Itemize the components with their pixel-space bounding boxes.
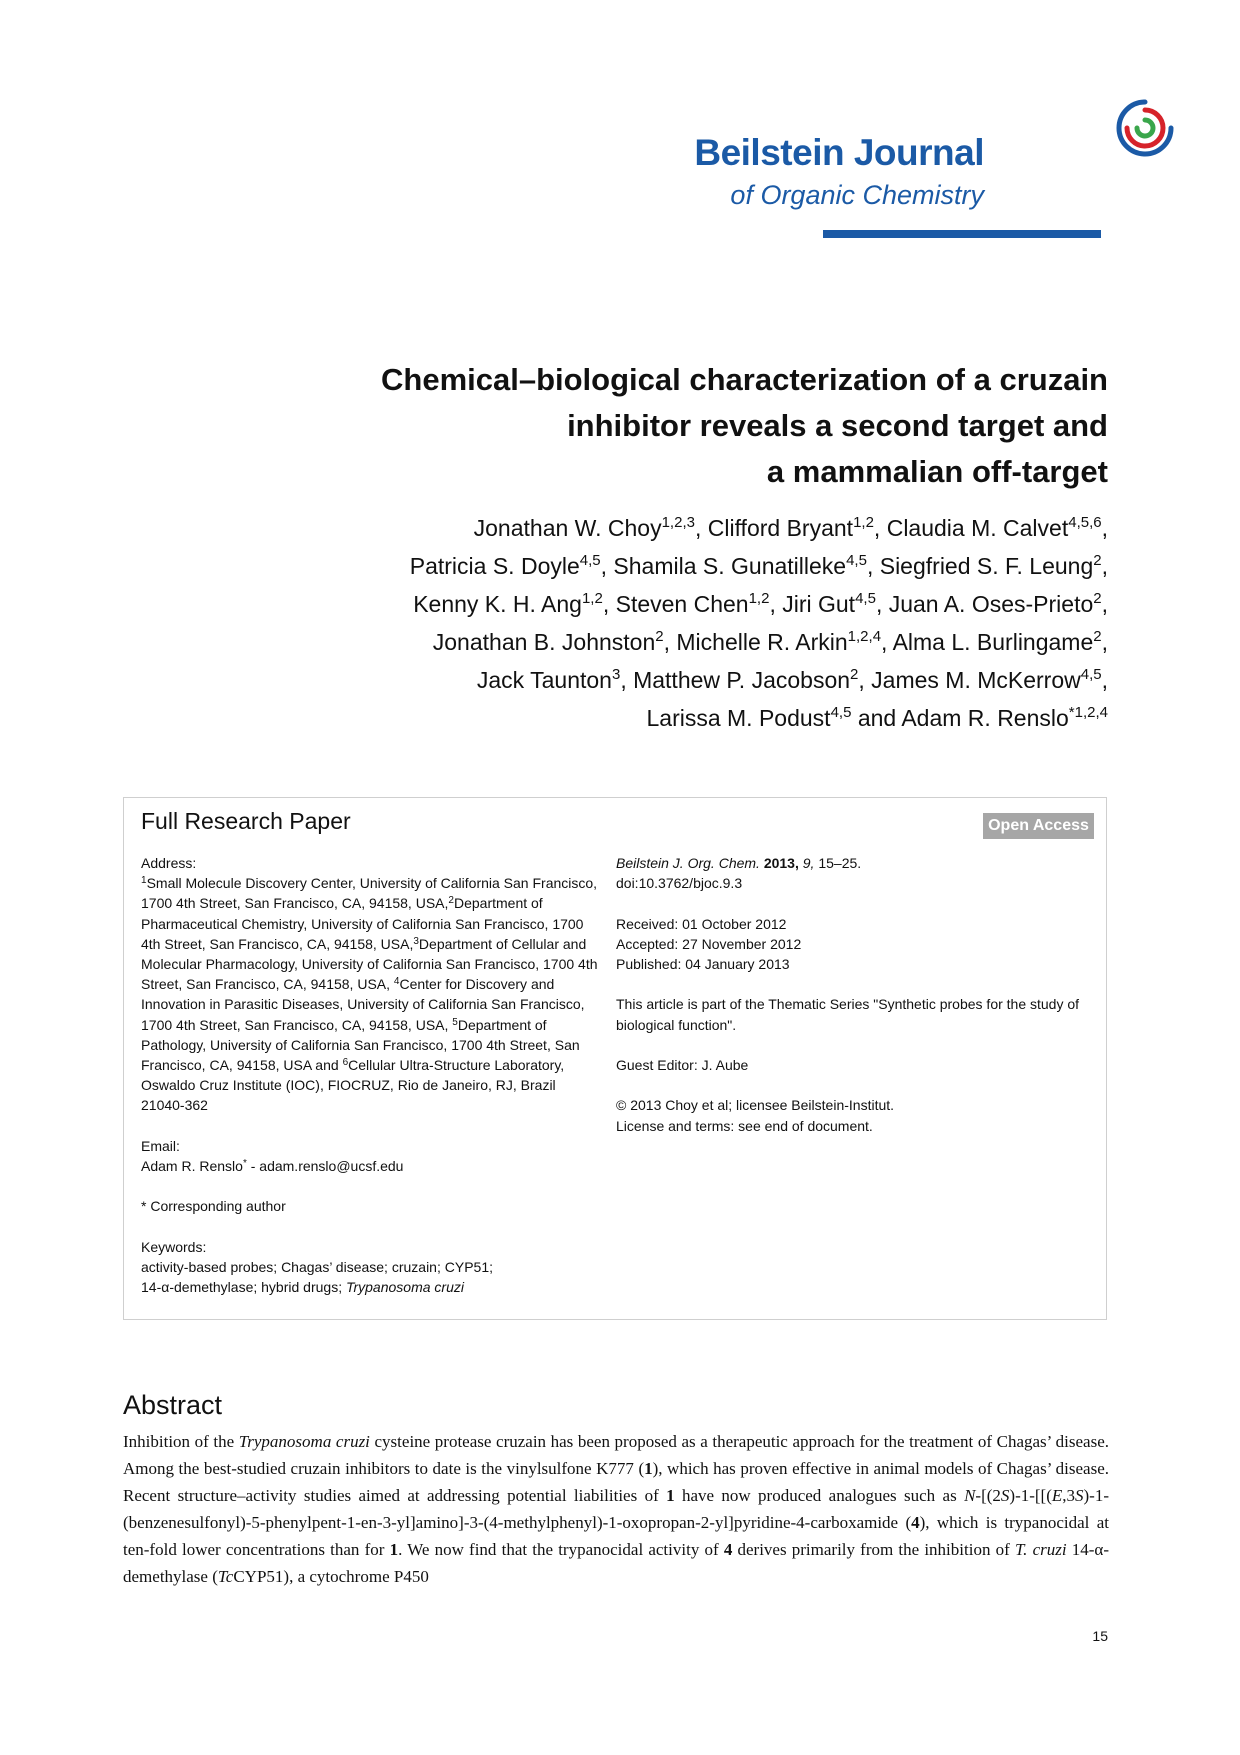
affiliation-text: Department of Cellular and Molecular Pharmacology, University of California San Francisco, 1700 4th Street, San Francisco, CA, 94158, USA, <box>141 935 598 993</box>
paper-title <box>208 357 1108 495</box>
thematic-series: This article is part of the Thematic Series "Synthetic probes for the study of biological function". <box>616 996 1080 1033</box>
author-affiliation-mark: 3 <box>611 666 621 683</box>
corresponding-note: * Corresponding author <box>141 1198 286 1215</box>
author-line: Patricia S. Doyle$^{4,5}$, Shamila S. Gunatilleke$^{4,5}$, Siegfried S. F. Leung$^2$, <box>409 552 1108 579</box>
title-line: Chemical–biological characterization of a cruzain <box>381 362 1108 397</box>
author-affiliation-mark: 2 <box>850 666 859 683</box>
author-name: Clifford Bryant <box>707 515 854 541</box>
author-affiliation-mark: 4,5 <box>846 552 867 569</box>
title-line: a mammalian off-target <box>766 454 1108 489</box>
author-list <box>228 509 1108 737</box>
paper-type: Full Research Paper <box>141 808 351 834</box>
author-name: Claudia M. Calvet <box>886 515 1069 541</box>
copyright: © 2013 Choy et al; licensee Beilstein-Institut. <box>616 1097 895 1114</box>
email-label: Email: <box>141 1137 180 1154</box>
published-date: Published: 04 January 2013 <box>616 956 790 972</box>
author-affiliation-mark: 2 <box>1093 552 1102 569</box>
citation: Beilstein J. Org. Chem. 2013, 9, 15–25. <box>616 855 862 871</box>
affiliation-number: 6 <box>342 1057 349 1069</box>
author-affiliation-mark: 1,2 <box>581 590 603 607</box>
author-line: Jack Taunton$^3$, Matthew P. Jacobson$^2$, James M. McKerrow$^{4,5}$, <box>476 666 1108 693</box>
journal-name: Beilstein Journal <box>694 132 984 173</box>
email-address[interactable]: - adam.renslo@ucsf.edu <box>246 1158 404 1175</box>
title-line: inhibitor reveals a second target and <box>567 408 1108 443</box>
author-line: Jonathan B. Johnston$^2$, Michelle R. Arkin$^{1,2,4}$, Alma L. Burlingame$^2$, <box>432 628 1108 655</box>
abstract-text: Inhibition of the Trypanosoma cruzi cysteine protease cruzain has been proposed as a therapeutic approach for the treatment of Chagas’ disease. Among the best-studied cruzain inhibitors to date is the vinylsulfone K777 (1), which has proven effective in animal models of Chagas’ disease. Recent structure–activity studies aimed at addressing potential liabilities of 1 have now produced analogues such as N-[(2S)-1-[[(E,3S)-1-(benzenesulfonyl)-5-phenylpent-1-en-3-yl]amino]-3-(4-methylphenyl)-1-oxopropan-2-yl]pyridine-4-carboxamide (4), which is trypanocidal at ten-fold lower concentrations than for 1. We now find that the trypanocidal activity of 4 derives primarily from the inhibition of T. cruzi 14-α-demethylase (TcCYP51), a cytochrome P450 <box>123 1432 1110 1586</box>
author-name: Patricia S. Doyle <box>409 553 580 579</box>
journal-subtitle: of Organic Chemistry <box>730 180 984 210</box>
email-author: Adam R. Renslo <box>141 1158 243 1175</box>
author-name: Jiri Gut <box>782 591 856 617</box>
keywords-label: Keywords: <box>141 1238 207 1255</box>
swirl-logo-icon <box>1115 98 1175 158</box>
page-number: 15 <box>1092 1628 1108 1644</box>
guest-editor: Guest Editor: J. Aube <box>616 1056 749 1073</box>
author-name: Juan A. Oses-Prieto <box>888 591 1094 617</box>
journal-logo-bar <box>823 230 1101 238</box>
author-name: Larissa M. Podust <box>646 705 831 731</box>
author-line: Larissa M. Podust$^{4,5}$ and Adam R. Renslo$^{*1,2,4}$ <box>646 704 1108 731</box>
author-name: Alma L. Burlingame <box>892 629 1094 655</box>
author-affiliation-mark: 1,2,3 <box>661 514 695 531</box>
affiliation-text: Small Molecule Discovery Center, University of California San Francisco, 1700 4th Street, San Francisco, CA, 94158, USA, <box>141 875 598 912</box>
author-name: Steven Chen <box>615 591 749 617</box>
affiliation-text: Cellular Ultra-Structure Laboratory, Oswaldo Cruz Institute (IOC), FIOCRUZ, Rio de Janeiro, RJ, Brazil 21040-362 <box>141 1057 565 1114</box>
author-line: Kenny K. H. Ang$^{1,2}$, Steven Chen$^{1,2}$, Jiri Gut$^{4,5}$, Juan A. Oses-Prieto$^2$, <box>413 590 1108 617</box>
affiliation-text: Center for Discovery and Innovation in Parasitic Diseases, University of California San Francisco, 1700 4th Street, San Francisco, CA, 94158, USA, <box>141 976 585 1033</box>
affiliation-number: 5 <box>452 1016 458 1028</box>
author-affiliation-mark: *1,2,4 <box>1068 704 1108 721</box>
author-affiliation-mark: 2 <box>655 628 664 645</box>
author-name: Matthew P. Jacobson <box>633 667 851 693</box>
affiliation-text: Department of Pharmaceutical Chemistry, University of California San Francisco, 1700 4th Street, San Francisco, CA, 94158, USA, <box>141 895 584 952</box>
keywords-line: 14-α-demethylase; hybrid drugs; Trypanosoma cruzi <box>141 1279 464 1296</box>
author-affiliation-mark: 1,2,4 <box>847 628 882 645</box>
doi-link[interactable]: doi:10.3762/bjoc.9.3 <box>616 875 743 892</box>
author-name: Jack Taunton <box>476 667 612 693</box>
author-name: Siegfried S. F. Leung <box>879 553 1094 579</box>
open-access-badge: Open Access <box>983 813 1094 839</box>
address-label: Address: <box>141 855 197 871</box>
author-affiliation-mark: 1,2 <box>748 590 770 607</box>
author-name: Michelle R. Arkin <box>676 629 848 655</box>
license: License and terms: see end of document. <box>616 1117 873 1134</box>
email-line: Adam R. Renslo* - adam.renslo@ucsf.edu <box>141 1158 404 1175</box>
affiliation-text: Department of Pathology, University of California San Francisco, 1700 4th Street, San Francisco, CA, 94158, USA and <box>141 1016 580 1074</box>
author-affiliation-mark: 4,5,6 <box>1068 514 1102 531</box>
author-affiliation-mark: 4,5 <box>1080 666 1102 683</box>
abstract-heading: Abstract <box>123 1390 223 1420</box>
info-left-column <box>141 853 601 1297</box>
affiliation-number: 2 <box>448 895 454 907</box>
affiliation-number: 3 <box>413 935 419 947</box>
author-name: Kenny K. H. Ang <box>413 591 582 617</box>
author-line: Jonathan W. Choy$^{1,2,3}$, Clifford Bryant$^{1,2}$, Claudia M. Calvet$^{4,5,6}$, <box>473 514 1108 541</box>
author-affiliation-mark: 1,2 <box>853 514 874 531</box>
affiliations <box>141 873 601 1115</box>
author-name: Jonathan B. Johnston <box>432 629 656 655</box>
accepted-date: Accepted: 27 November 2012 <box>616 935 802 952</box>
received-date: Received: 01 October 2012 <box>616 915 787 932</box>
author-name: James M. McKerrow <box>871 667 1081 693</box>
author-name: Jonathan W. Choy <box>473 515 662 541</box>
author-affiliation-mark: 4,5 <box>855 590 876 607</box>
author-name: Adam R. Renslo <box>901 705 1069 731</box>
affiliation-number: 4 <box>393 976 400 988</box>
info-right-column <box>616 853 1096 1136</box>
author-affiliation-mark: 2 <box>1093 628 1102 645</box>
author-affiliation-mark: 4,5 <box>830 704 852 721</box>
affiliation-number: 1 <box>141 875 147 887</box>
keywords-line: activity-based probes; Chagas’ disease; cruzain; CYP51; <box>141 1259 493 1276</box>
author-affiliation-mark: 4,5 <box>579 552 601 569</box>
author-affiliation-mark: 2 <box>1093 590 1102 607</box>
author-name: Shamila S. Gunatilleke <box>613 553 847 579</box>
